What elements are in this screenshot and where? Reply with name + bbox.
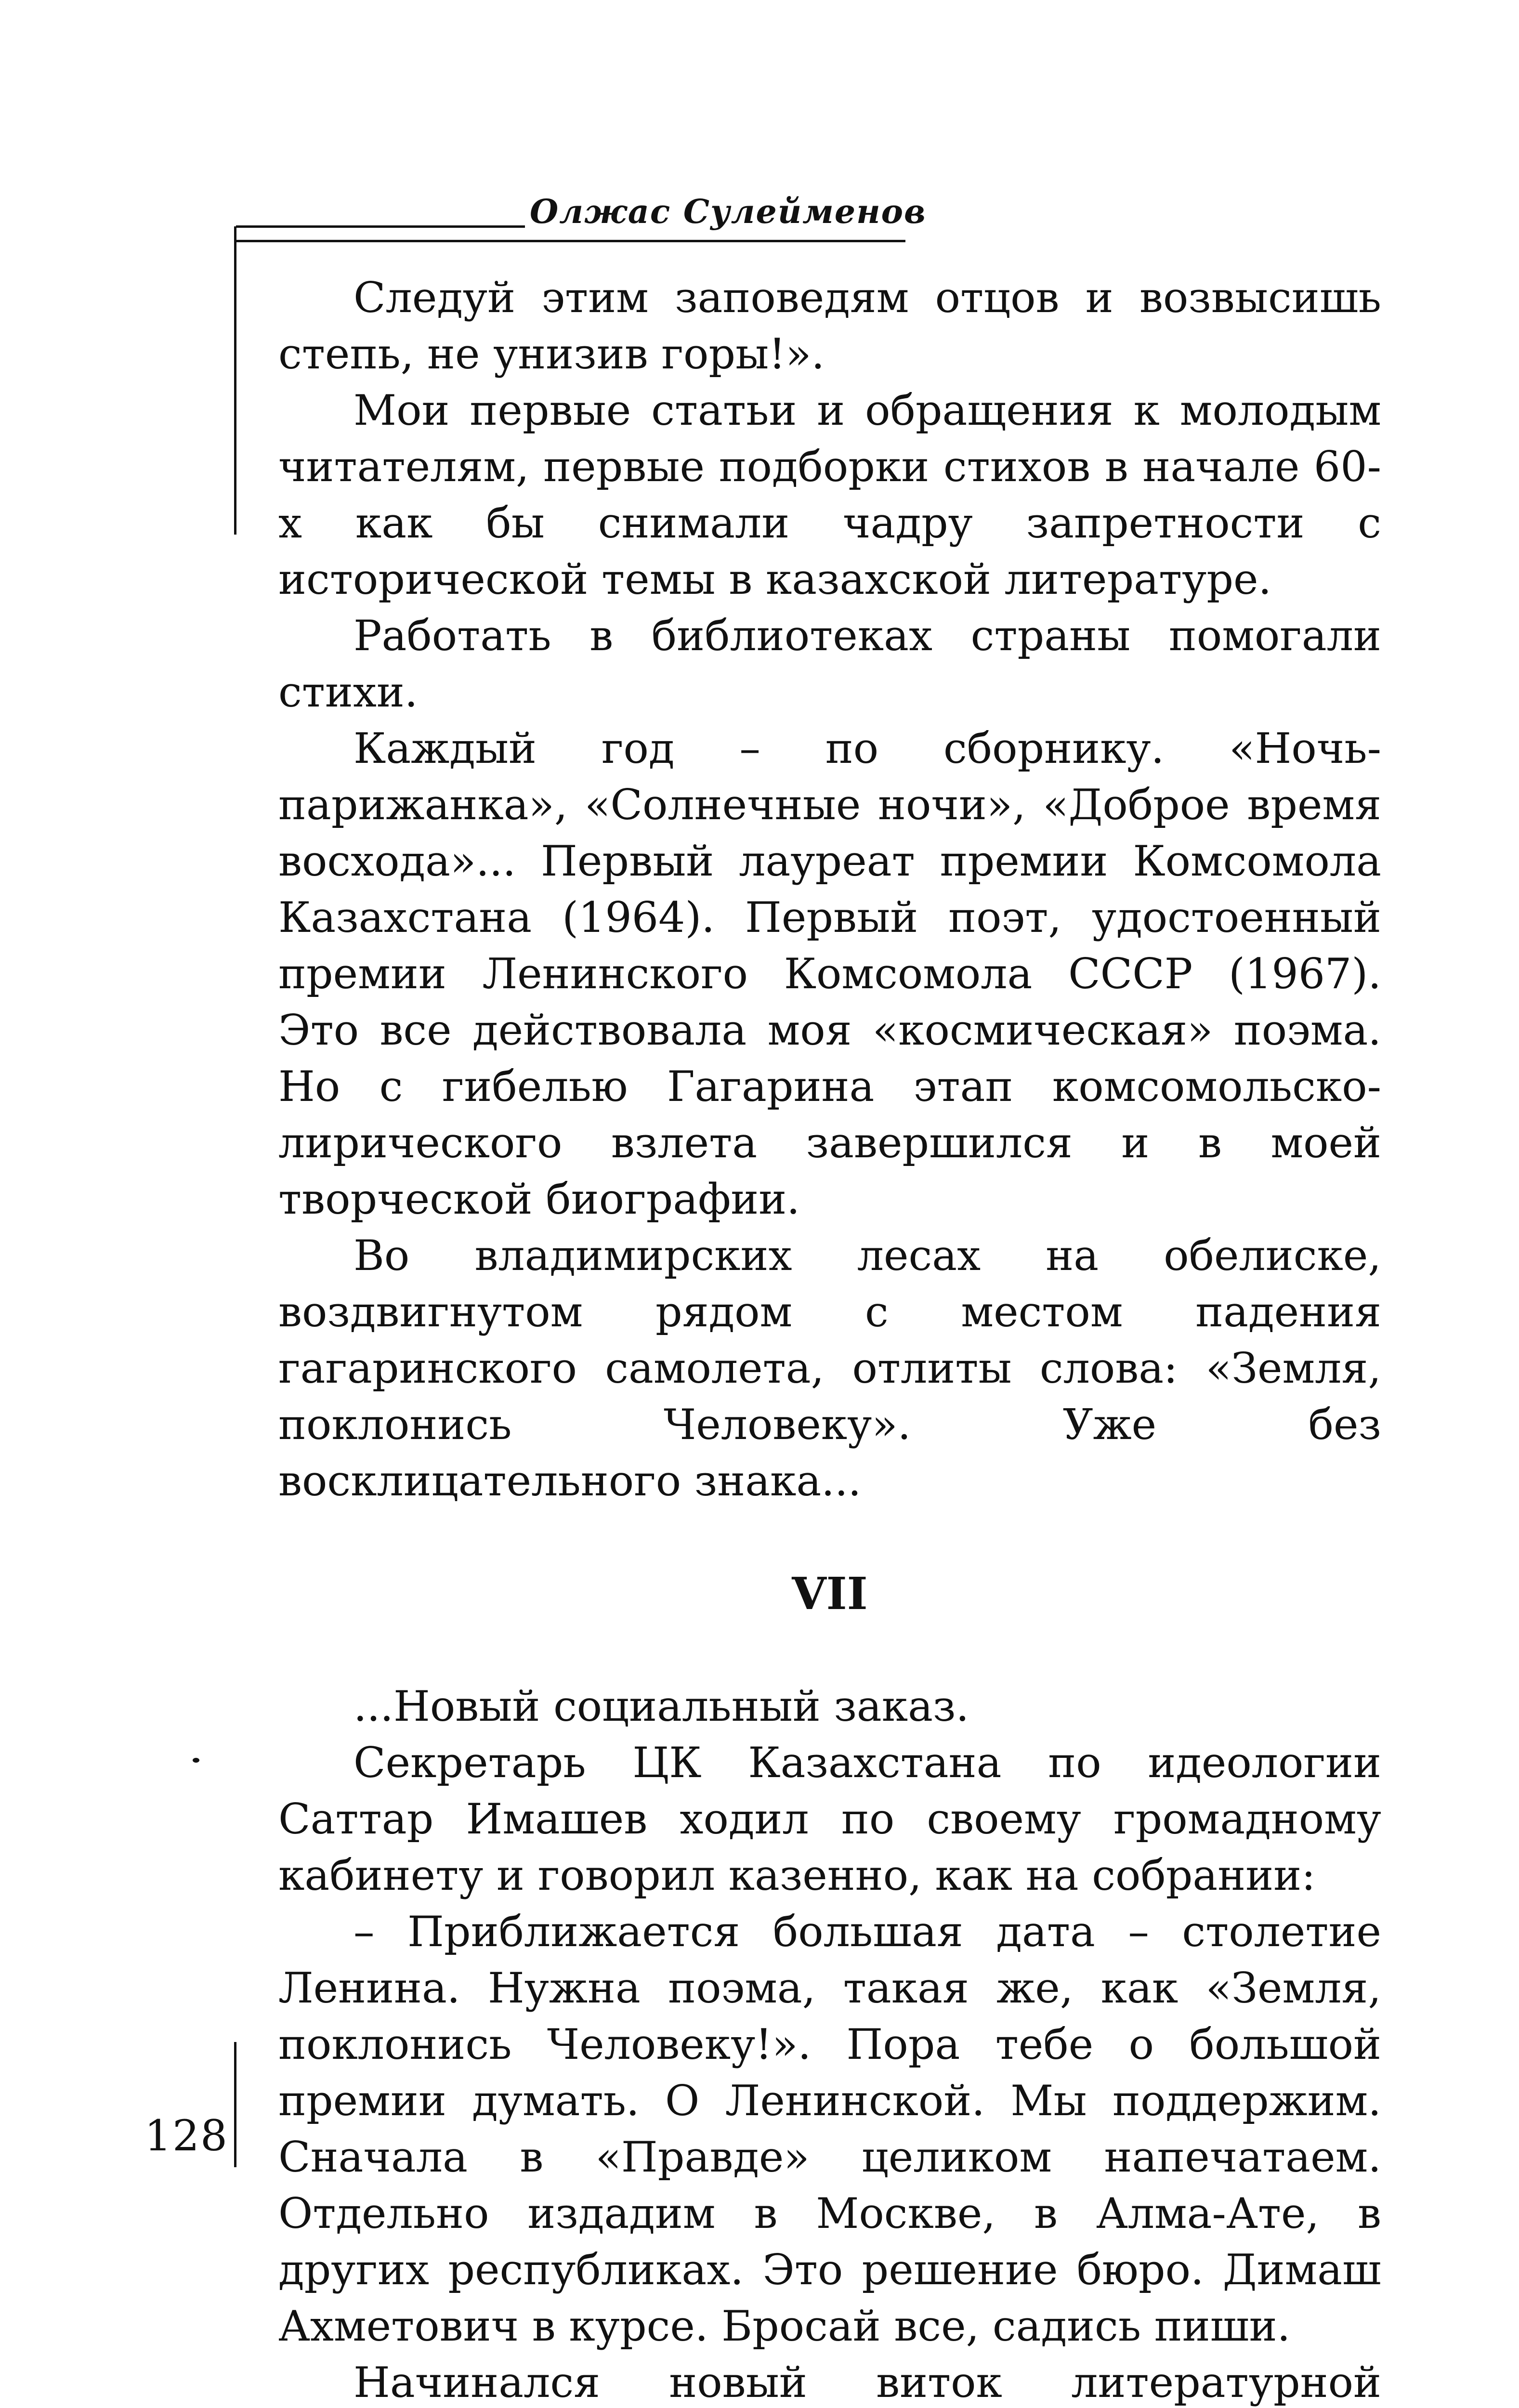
section-heading: VII: [792, 1568, 868, 1620]
paragraph: Секретарь ЦК Казахстана по идеологии Саттар Имашев ходил по своему громадному кабинету и говорил казенно, как на собрании:: [278, 1738, 1381, 1900]
paragraph-continuation: Следуй этим заповедям отцов и возвысишь степь, не унизив горы!».: [278, 273, 1381, 379]
margin-bar-top: [234, 226, 236, 535]
running-title: Олжас Сулейменов: [530, 193, 927, 231]
page-body: [278, 270, 1381, 2408]
paragraph: – Приближается большая дата – столетие Ленина. Нужна поэма, такая же, как «Земля, поклонись Человеку!». Пора тебе о большой премии думать. О Ленинской. Мы поддержим. Сначала в «Правде» целиком напечатаем. Отдельно издадим в Москве, в Алма-Ате, в других республиках. Это решение бюро. Димаш Ахметович в курсе. Бросай все, садись пиши.: [278, 1907, 1381, 2351]
paragraph: Во владимирских лесах на обелиске, воздвигнутом рядом с местом падения гагаринского самолета, отлиты слова: «Земля, поклонись Человеку». Уже без восклицательного знака...: [278, 1231, 1381, 1505]
header-underline: [236, 240, 905, 242]
paragraph: ...Новый социальный заказ.: [354, 1682, 969, 1731]
paragraph: Начинался новый виток литературной: [354, 2358, 1381, 2407]
paragraph: Работать в библиотеках страны помогали стихи.: [278, 611, 1381, 717]
page-number: 128: [144, 2111, 228, 2160]
header-left-rule: [236, 225, 525, 228]
paragraph: Мои первые статьи и обращения к молодым читателям, первые подборки стихов в начале 60-х как бы снимали чадру запретности с исторической темы в казахской литературе.: [278, 386, 1381, 604]
margin-dot: [193, 1758, 199, 1763]
margin-bar-bottom: [234, 2042, 236, 2167]
paragraph: Каждый год – по сборнику. «Ночь-парижанка», «Солнечные ночи», «Доброе время восхода»... Первый лауреат премии Комсомола Казахстана (1964). Первый поэт, удостоенный премии Ленинского Комсомола СССР (1967). Это все действовала моя «космическая» поэма. Но с гибелью Гагарина этап комсомольско-лирического взлета завершился и в моей творческой биографии.: [278, 724, 1381, 1224]
